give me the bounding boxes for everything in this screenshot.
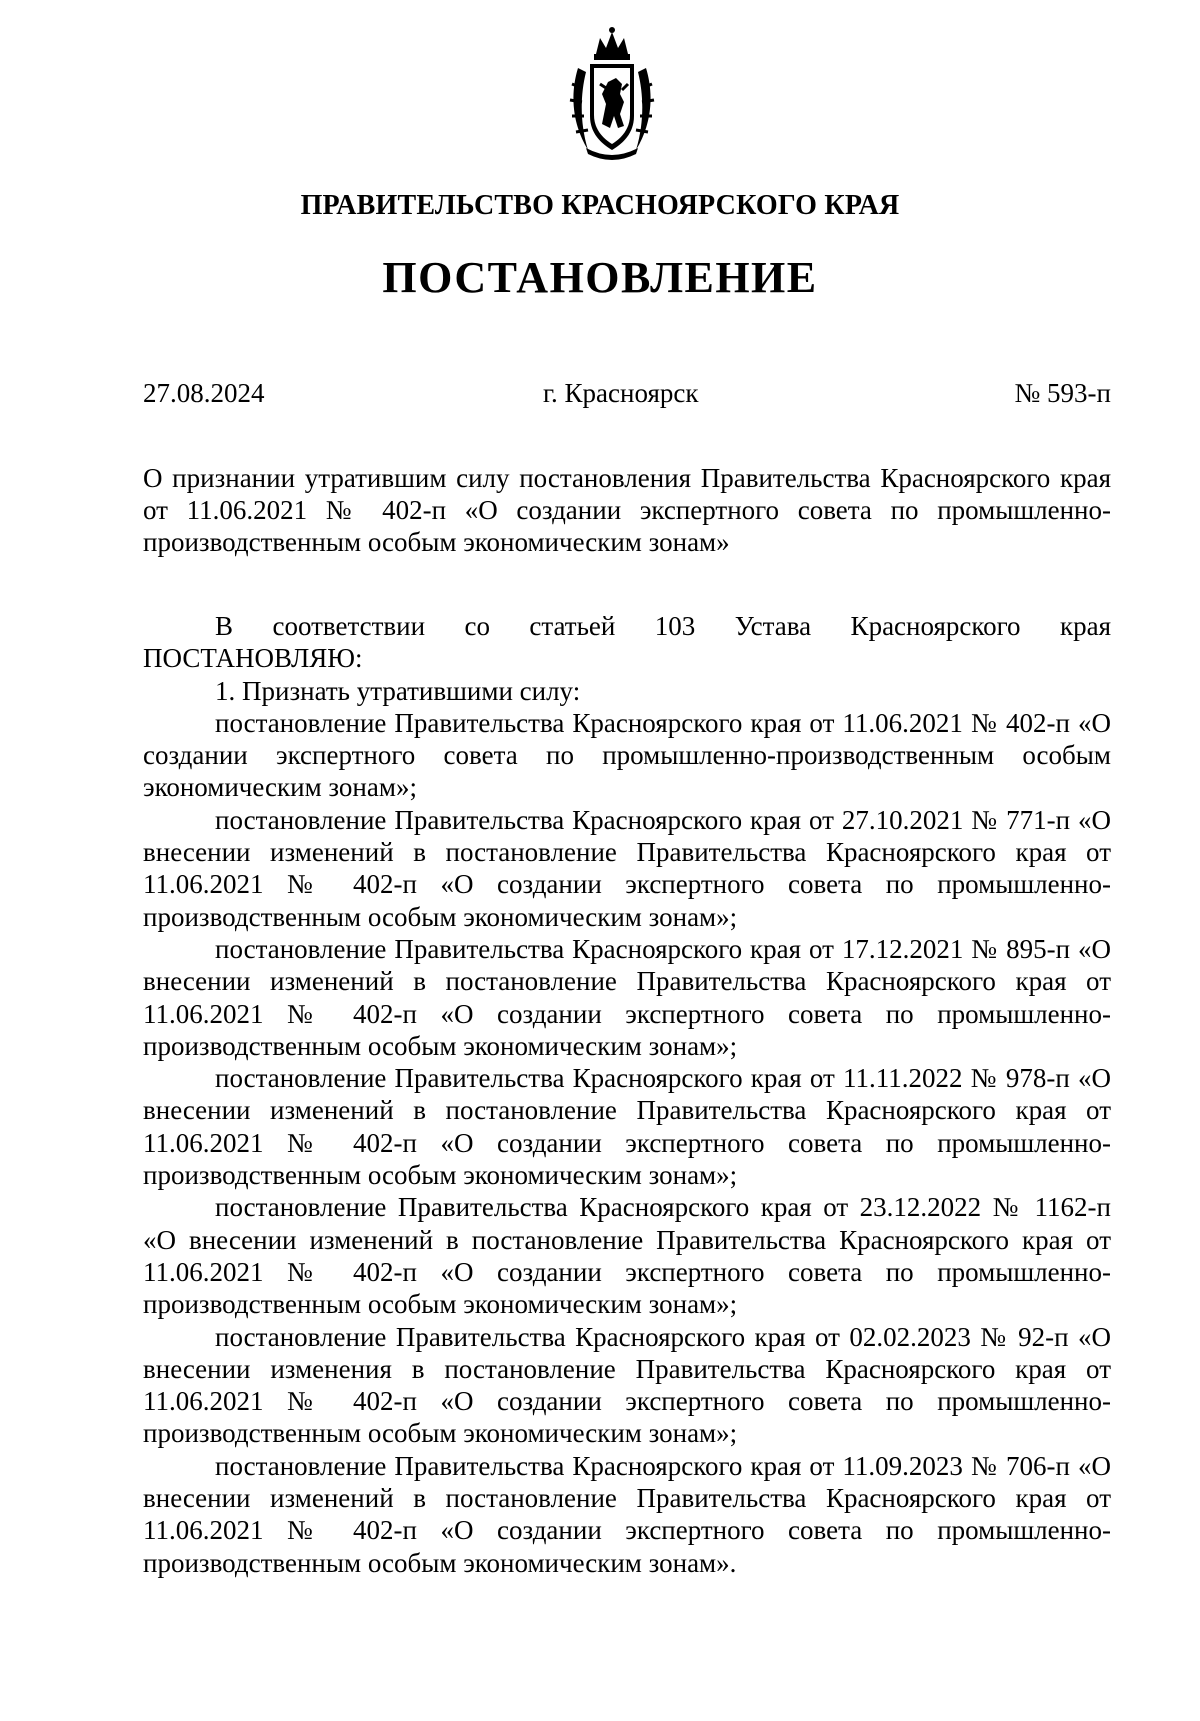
document-body bbox=[143, 610, 1111, 1579]
repealed-act-3: постановление Правительства Красноярского края от 17.12.2021 № 895-п «О внесении изменений в постановление Правительства Красноярского края от 11.06.2021 № 402-п «О создании экспертного совета по промышленно-производственным особым экономическим зонам»; bbox=[143, 933, 1111, 1061]
item-1-heading: 1. Признать утратившими силу: bbox=[215, 675, 581, 706]
repealed-act-7: постановление Правительства Красноярского края от 11.09.2023 № 706-п «О внесении изменений в постановление Правительства Красноярского края от 11.06.2021 № 402-п «О создании экспертного совета по промышленно-производственным особым экономическим зонам». bbox=[143, 1450, 1111, 1578]
government-name: ПРАВИТЕЛЬСТВО КРАСНОЯРСКОГО КРАЯ bbox=[300, 190, 900, 221]
document-city: г. Красноярск bbox=[543, 378, 699, 408]
document-type-title: ПОСТАНОВЛЕНИЕ bbox=[382, 253, 818, 302]
document-subject: О признании утратившим силу постановления Правительства Красноярского края от 11.06.2021 № 402-п «О создании экспертного совета по промышленно-производственным особым экономическим зонам» bbox=[143, 463, 1111, 557]
basis-line: В соответствии со статьей 103 Устава Красноярского края bbox=[215, 611, 1111, 641]
document-number: № 593-п bbox=[1014, 378, 1111, 408]
krasnoyarsk-krai-coat-of-arms-icon bbox=[566, 24, 658, 162]
repealed-act-2: постановление Правительства Красноярского края от 27.10.2021 № 771-п «О внесении изменений в постановление Правительства Красноярского края от 11.06.2021 № 402-п «О создании экспертного совета по промышленно-производственным особым экономическим зонам»; bbox=[143, 804, 1111, 932]
repealed-act-4: постановление Правительства Красноярского края от 11.11.2022 № 978-п «О внесении изменений в постановление Правительства Красноярского края от 11.06.2021 № 402-п «О создании экспертного совета по промышленно-производственным особым экономическим зонам»; bbox=[143, 1063, 1111, 1191]
repealed-act-6: постановление Правительства Красноярского края от 02.02.2023 № 92-п «О внесении изменения в постановление Правительства Красноярского края от 11.06.2021 № 402-п «О создании экспертного совета по промышленно-производственным особым экономическим зонам»; bbox=[143, 1321, 1111, 1449]
document-meta-row bbox=[143, 378, 1111, 409]
decree-word: ПОСТАНОВЛЯЮ: bbox=[143, 643, 363, 674]
repealed-act-1: постановление Правительства Красноярского края от 11.06.2021 № 402-п «О создании экспертного совета по промышленно-производственным особым экономическим зонам»; bbox=[143, 707, 1111, 803]
repealed-act-5: постановление Правительства Красноярского края от 23.12.2022 № 1162-п «О внесении изменений в постановление Правительства Красноярского края от 11.06.2021 № 402-п «О создании экспертного совета по промышленно-производственным особым экономическим зонам»; bbox=[143, 1192, 1111, 1320]
basis-paragraph bbox=[143, 610, 1111, 675]
document-date: 27.08.2024 bbox=[143, 378, 265, 408]
